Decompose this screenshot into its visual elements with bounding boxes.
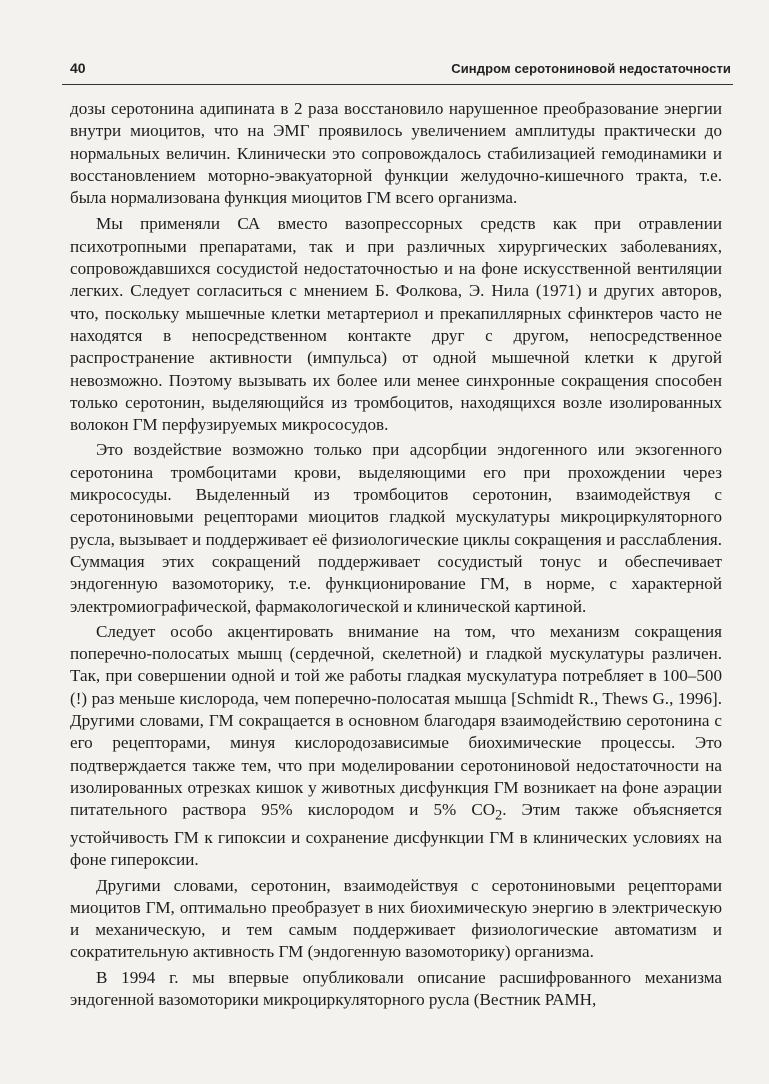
- page-number: 40: [70, 60, 86, 76]
- paragraph: В 1994 г. мы впервые опубликовали описание расшифрованного механизма эндогенной вазомоторики микроциркуляторного русла (Вестник РАМН,: [70, 967, 722, 1009]
- paragraph: [70, 621, 722, 872]
- subscript: 2: [495, 807, 503, 824]
- paragraph-text: . Этим также объясняется устойчивость ГМ к гипоксии и сохранение дисфункции ГМ в клинических условиях на фоне гипероксии.: [70, 800, 722, 870]
- paragraph: Мы применяли СА вместо вазопрессорных средств как при отравлении психотропными препаратами, так и при различных хирургических заболеваниях, сопровождавшихся сосудистой недостаточностью и на фоне искусственной вентиляции легких. Следует согласиться с мнением Б. Фолкова, Э. Нила (1971) и других авторов, что, поскольку мышечные клетки метартериол и прекапиллярных сфинктеров часто не находятся в непосредственном контакте друг с другом, непосредственное распространение активности (импульса) от одной мышечной клетки к другой невозможно. Поэтому вызывать их более или менее синхронные сокращения способен только серотонин, выделяющийся из тромбоцитов, находящихся возле изолированных волокон ГМ перфузируемых микрососудов.: [70, 214, 722, 435]
- paragraph: Другими словами, серотонин, взаимодействуя с серотониновыми рецепторами миоцитов ГМ, оптимально преобразует в них биохимическую энергию в электрическую и механическую, и тем самым поддерживает физиологические автоматизм и сократительную активность ГМ (эндогенную вазомоторику) организма.: [70, 875, 722, 962]
- running-title: Синдром серотониновой недостаточности: [451, 61, 731, 76]
- paragraph-continued: дозы серотонина адипината в 2 раза восстановило нарушенное преобразование энергии внутри миоцитов, что на ЭМГ проявилось увеличением амплитуды практически до нормальных величин. Клинически это сопровождалось стабилизацией гемодинамики и восстановлением моторно-эвакуаторной функции желудочно-кишечного тракта, т.е. была нормализована функция миоцитов ГМ всего организма.: [70, 99, 722, 208]
- paragraph: Это воздействие возможно только при адсорбции эндогенного или экзогенного серотонина тромбоцитами крови, выделяющими его при прохождении через микрососуды. Выделенный из тромбоцитов серотонин, взаимодействуя с серотониновыми рецепторами миоцитов гладкой мускулатуры микроциркуляторного русла, вызывает и поддерживает её физиологические циклы сокращения и расслабления. Суммация этих сокращений поддерживает сосудистый тонус и обеспечивает эндогенную вазомоторику, т.е. функционирование ГМ, в норме, с характерной электромиографической, фармакологической и клинической картиной.: [70, 440, 722, 616]
- paragraph-text: Следует особо акцентировать внимание на том, что механизм сокращения поперечно-полосатых мышц (сердечной, скелетной) и гладкой мускулатуры различен. Так, при совершении одной и той же работы гладкая мускулатура потребляет в 100–500 (!) раз меньше кислорода, чем поперечно-полосатая мышца [Schmidt R., Thews G., 1996]. Другими словами, ГМ сокращается в основном благодаря взаимодействию серотонина с его рецепторами, минуя кислородозависимые биохимические процессы. Это подтверждается также тем, что при моделировании серотониновой недостаточности на изолированных отрезках кишок у животных дисфункция ГМ возникает на фоне аэрации питательного раствора 95% кислородом и 5% CO: [70, 621, 722, 820]
- body-text: [70, 98, 722, 1014]
- running-header: [62, 54, 733, 85]
